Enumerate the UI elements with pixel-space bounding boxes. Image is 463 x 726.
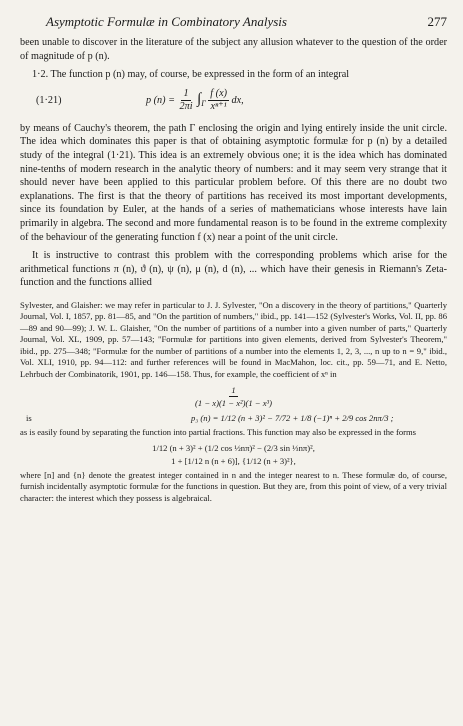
- running-title: Asymptotic Formulæ in Combinatory Analysis: [46, 14, 287, 29]
- fn-is-label: is: [26, 413, 32, 424]
- running-header: [46, 14, 447, 30]
- equation-number: (1·21): [36, 95, 62, 107]
- paragraph-contrast: It is instructive to contrast this problem with the corresponding problems which arise for the arithmetical functions π (n), ϑ (n), ψ (n), μ (n), d (n), ... which have their genesis in Riemann's Zeta-function and the functions allied: [20, 250, 447, 289]
- integral-sign: ∫: [197, 91, 202, 108]
- equation-1-21: [20, 86, 447, 116]
- footnote-conclusion: where [n] and {n} denote the greatest integer contained in n and the integer nearest to n. These formulæ do, of course, furnish incidentally asymptotic formulæ for the functions in question. But they are, from this point of view, of a very trivial character: the interest which they possess is algebraical.: [20, 469, 447, 503]
- fn-frac-numerator: 1: [231, 385, 236, 396]
- eq-integrand-fraction: [208, 88, 229, 113]
- fn-alt-form-1: 1/12 (n + 3)² + (1/2 cos ½nπ)² − (2/3 sin ⅓nπ)²,: [152, 442, 315, 453]
- page-number: 277: [427, 14, 447, 29]
- footnote-references: Sylvester, and Glaisher: we may refer in particular to J. J. Sylvester, "On a discovery in the theory of partitions," Quarterly Journal, Vol. I, 1857, pp. 81—85, and "On the partition of numbers," ibid., pp. 141—152 (Sylvester's Works, Vol. II, pp. 86—89 and 90—99); J. W. L. Glaisher, "On the number of partitions of a number into a given number of parts," Quarterly Journal, Vol. XL, 1909, pp. 57—143; "Formulæ for partitions into given elements, derived from Sylvester's Theorem," ibid., pp. 275—348; "Formulæ for the number of partitions of a number into the elements 1, 2, 3, ..., n up to n = 9," ibid., Vol. XLI, 1910, pp. 94—112: and further references will be found in MacMahon, loc. cit., pp. 59—71, and E. Netto, Lehrbuch der Combinatorik, 1901, pp. 146—158. Thus, for example, the coefficient of xⁿ in: [20, 299, 447, 379]
- fn-frac-denominator: (1 − x)(1 − x²)(1 − x³): [195, 398, 272, 409]
- eq-differential: dx,: [231, 95, 244, 107]
- eq-integrand-numerator: f (x): [210, 88, 227, 100]
- eq-coef-denominator: 2πi: [179, 101, 193, 113]
- fn-p3-expression: p₃ (n) = 1/12 (n + 3)² − 7/72 + 1/8 (−1)ⁿ + 2/9 cos 2nπ/3 ;: [191, 413, 394, 424]
- eq-integrand-denominator: xⁿ⁺¹: [210, 101, 227, 113]
- section-1-2-intro: 1·2. The function p (n) may, of course, be expressed in the form of an integral: [32, 69, 350, 81]
- eq-lhs: p (n) =: [146, 95, 175, 107]
- fn-alt-form-2: 1 + [1/12 n (n + 6)], {1/12 (n + 3)²},: [171, 455, 296, 466]
- footnote-partial-fractions: as is easily found by separating the function into partial fractions. This function may also be expressed in the forms: [20, 427, 417, 438]
- eq-coefficient-fraction: [178, 88, 195, 113]
- footnote: [20, 300, 447, 505]
- contour-symbol: Γ: [201, 99, 206, 109]
- eq-coef-numerator: 1: [183, 88, 189, 100]
- equation-body: [146, 88, 244, 113]
- paragraph-continued: been unable to discover in the literature of the subject any allusion whatever to the question of the order of magnitude of p (n).: [20, 37, 447, 62]
- footnote-generating-fraction: [20, 384, 447, 409]
- footnote-p3-formula: [20, 409, 447, 427]
- section-1-2-body: by means of Cauchy's theorem, the path Γ enclosing the origin and lying entirely inside the unit circle. The idea which dominates this paper is that of obtaining asymptotic formulæ for p (n) by a detailed study of the integral (1·21). This idea is an extremely obvious one; it is the idea which has dominated nine-tenths of modern research in the analytic theory of numbers: and it may seem very strange that it should never have been applied to this particular problem before. Of this there are no doubt two explanations. The first is that the theory of partitions has received its most important developments, since its foundation by Euler, at the hands of a series of mathematicians whose interests have lain primarily in algebra. The second and more fundamental reason is to be found in the extreme complexity of the behaviour of the generating function f (x) near a point of the unit circle.: [20, 122, 447, 243]
